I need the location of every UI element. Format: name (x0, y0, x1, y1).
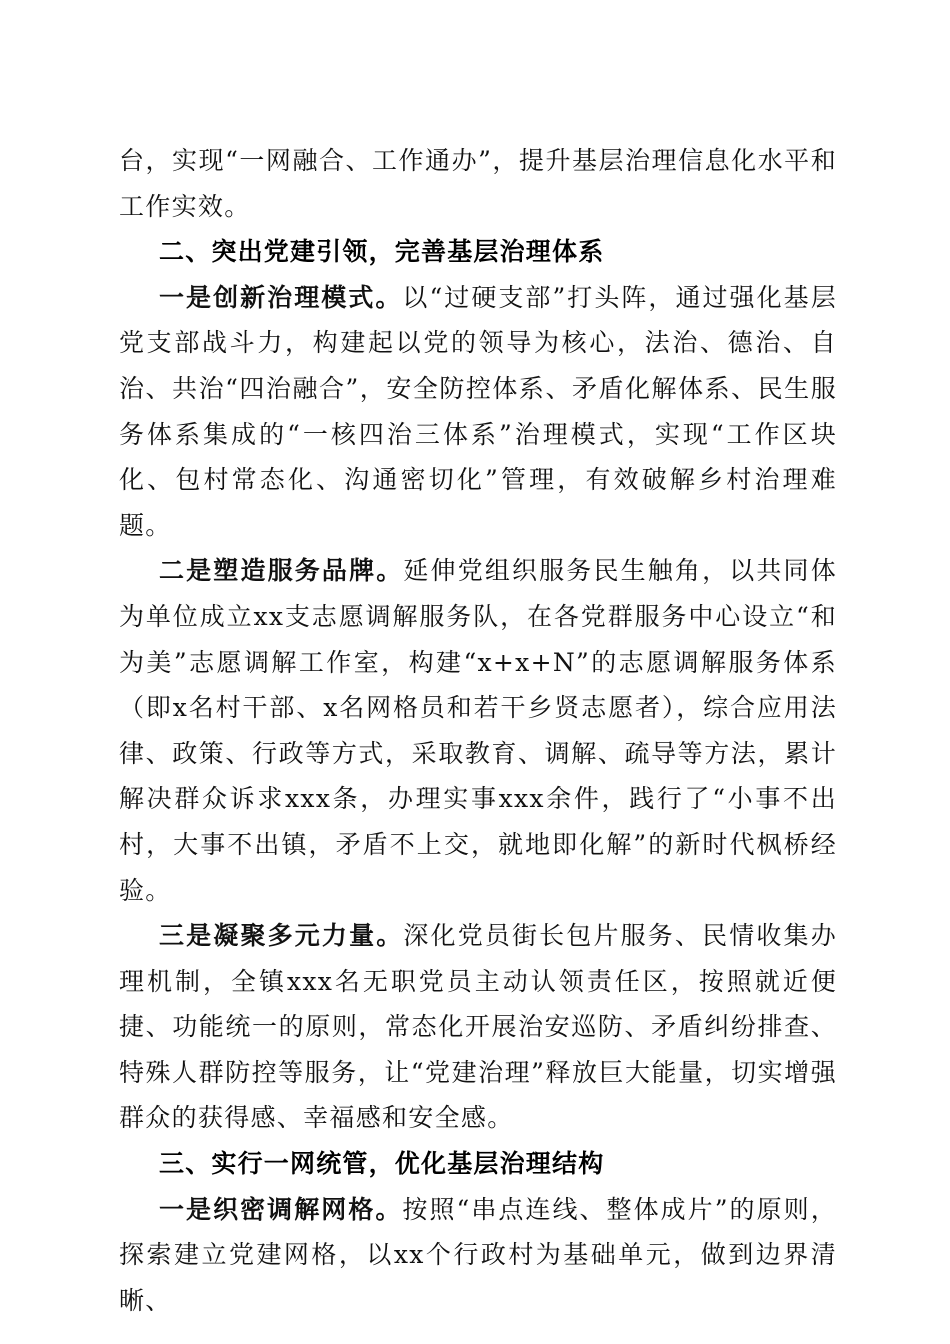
paragraph-body: 深化党员街长包片服务、民情收集办理机制，全镇xxx名无职党员主动认领责任区，按照就近便捷、功能统一的原则，常态化开展治安巡防、矛盾纠纷排查、特殊人群防控等服务，让“党建治理”释放巨大能量，切实增强群众的获得感、幸福感和安全感。 (119, 921, 837, 1133)
section-3-paragraph-1 (119, 1187, 837, 1324)
document-body (119, 138, 837, 1323)
paragraph-lead: 二是塑造服务品牌。 (159, 556, 404, 586)
paragraph-body: 按照“串点连线、整体成片”的原则，探索建立党建网格，以xx个行政村为基础单元，做到边界清晰、 (119, 1194, 837, 1315)
section-2-heading: 二、突出党建引领，完善基层治理体系 (159, 237, 605, 267)
paragraph-lead: 一是创新治理模式。 (159, 282, 403, 312)
section-2-paragraph-1 (119, 275, 837, 549)
continuation-paragraph: 台，实现“一网融合、工作通办”，提升基层治理信息化水平和工作实效。 (119, 146, 837, 221)
paragraph-body: 延伸党组织服务民生触角，以共同体为单位成立xx支志愿调解服务队，在各党群服务中心设立“和为美”志愿调解工作室，构建“x+x+N”的志愿调解服务体系（即x名村干部、x名网格员和若干乡贤志愿者），综合应用法律、政策、行政等方式，采取教育、调解、疏导等方法，累计解决群众诉求xxx条，办理实事xxx余件，践行了“小事不出村，大事不出镇，矛盾不上交，就地即化解”的新时代枫桥经验。 (119, 556, 837, 905)
section-3-heading: 三、实行一网统管，优化基层治理结构 (159, 1149, 605, 1179)
section-2-paragraph-2 (119, 548, 837, 913)
paragraph-lead: 三是凝聚多元力量。 (159, 921, 404, 951)
paragraph-lead: 一是织密调解网格。 (159, 1194, 403, 1224)
section-2-paragraph-3 (119, 913, 837, 1141)
paragraph-body: 以“过硬支部”打头阵，通过强化基层党支部战斗力，构建起以党的领导为核心，法治、德治、自治、共治“四治融合”，安全防控体系、矛盾化解体系、民生服务体系集成的“一核四治三体系”治理模式，实现“工作区块化、包村常态化、沟通密切化”管理，有效破解乡村治理难题。 (119, 282, 837, 540)
